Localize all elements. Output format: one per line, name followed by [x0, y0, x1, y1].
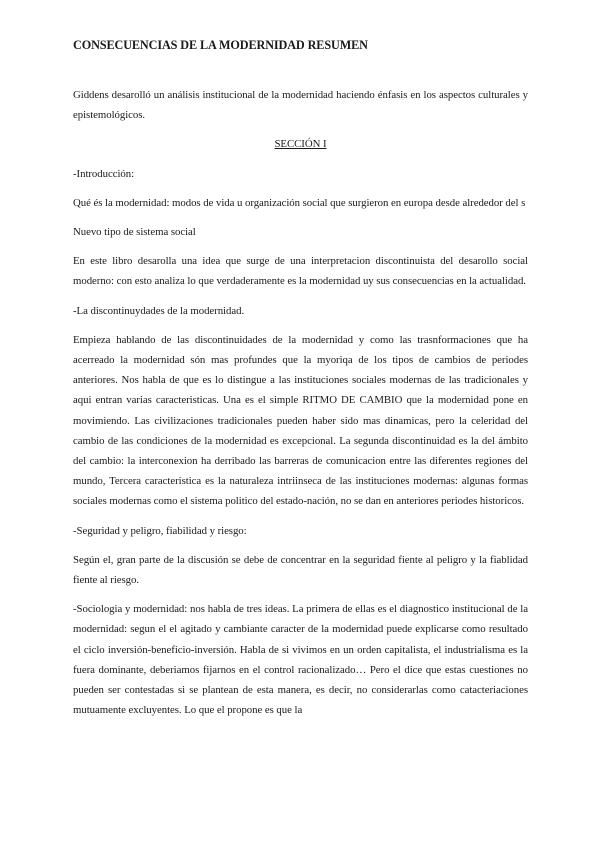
paragraph-que-es-modernidad: Qué és la modernidad: modos de vida u organización social que surgieron en europa desde alrededor del s	[73, 196, 526, 209]
paragraph-libro: En este libro desarolla una idea que surge de una interpretacion discontinuista del desarollo social moderno: con esto analiza lo que verdaderamente es la modernidad uy sus consecuencias en la actualidad.	[73, 255, 528, 288]
paragraph-intro: Giddens desarolló un análisis institucional de la modernidad haciendo énfasis en los aspectos culturales y epistemológicos.	[73, 89, 528, 122]
heading-seguridad: -Seguridad y peligro, fiabilidad y riesgo:	[73, 524, 247, 537]
paragraph-seguridad: Según el, gran parte de la discusión se debe de concentrar en la seguridad fiente al peligro y la fiablidad fiente al riesgo.	[73, 553, 528, 587]
paragraph-discontinuidades: Empieza hablando de las discontinuidades de la modernidad y como las trasnformaciones que ha acerreado la modernidad són mas profundes que la myoriqa de los tipos de cambios de periodes anteriores. Nos habla de que es lo distingue a las instituciones sociales modernas de las tradicionales y aqui entran varias caracteristicas. Una es el simple RITMO DE CAMBIO que la modernidad pone en movimiendo. Las civilizaciones tradicionales pueden haber sido mas dinamicas, pero la celeridad del cambio de las condiciones de la modernidad es excepcional. La segunda discontinuidad es la del ámbito del cambio: la interconexion ha derribado las barreras de comunicacion entre las diferentes regiones del mundo, Tercera caracteristica es la naturaleza intriinseca de las instituciones modernas: algunas formas sociales modernas como el sistema politico del estado-nación, no se dan en anteriores periodes historicos.	[73, 333, 528, 508]
paragraph-nuevo-sistema: Nuevo tipo de sistema social	[73, 226, 196, 239]
document-title: CONSECUENCIAS DE LA MODERNIDAD RESUMEN	[73, 38, 368, 52]
paragraph-sociologia: -Sociologia y modernidad: nos habla de tres ideas. La primera de ellas es el diagnostico institucional de la modernidad: segun el el agitado y cambiante caracter de la modernidad puede explicarse como resultado el ciclo inversión-beneficio-inversión. Habla de si vivimos en un orden capitalista, el industrialisma es la fuera dominante, deberiamos fijarnos en el control racionalizado… Pero el dice que estas cuestiones no pueden ser contestadas si se plantean de esta manera, es decir, no considerarlas como catacteriaciones mutuamente excluyentes. Lo que el propone es que la	[73, 603, 528, 717]
document-page	[73, 38, 528, 720]
section-heading: SECCIÓN I	[274, 138, 327, 151]
heading-discontinuidades: -La discontinuydades de la modernidad.	[73, 304, 245, 317]
heading-introduccion: -Introducción:	[73, 167, 135, 180]
